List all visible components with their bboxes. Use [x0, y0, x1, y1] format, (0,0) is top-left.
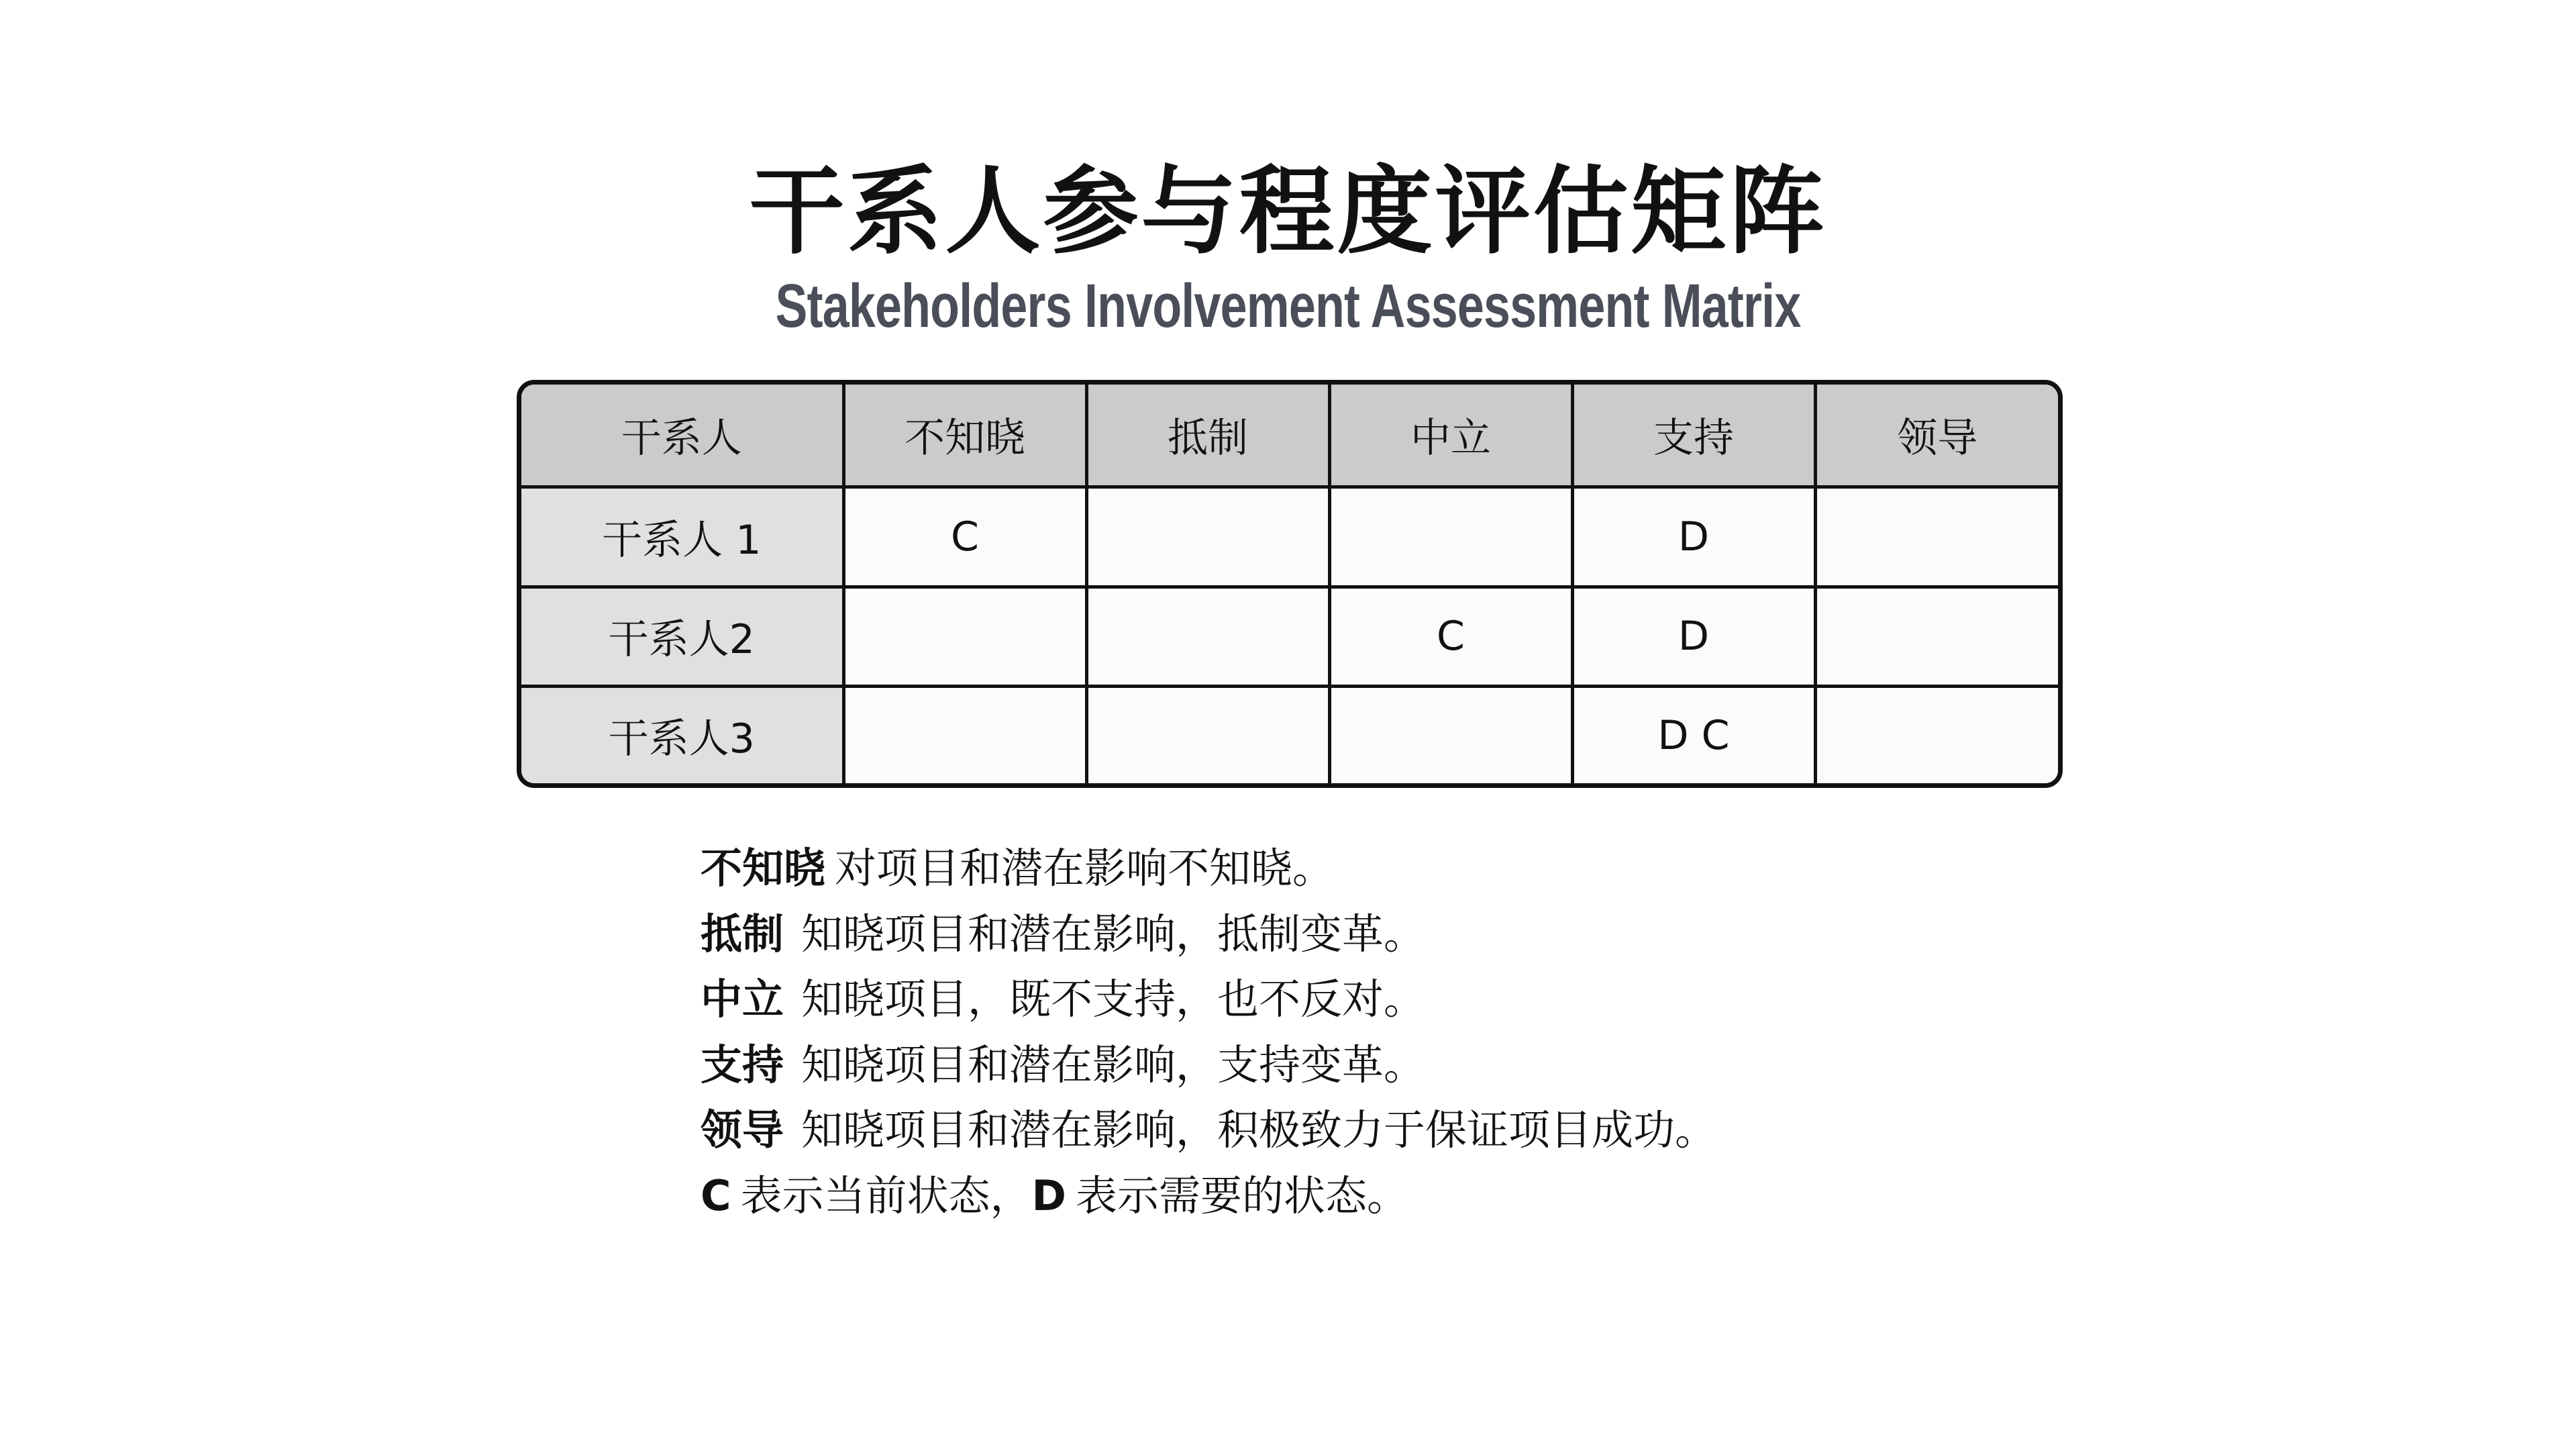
- assessment-matrix: [517, 380, 2063, 788]
- note-c-desc: 表示当前状态，: [740, 1170, 1032, 1220]
- legend-desc: 知晓项目和潜在影响，积极致力于保证项目成功。: [801, 1105, 1717, 1154]
- table-cell: D: [1572, 587, 1815, 687]
- legend-note: [701, 1163, 1716, 1229]
- header-unaware: 不知晓: [843, 385, 1086, 487]
- header-row: [521, 385, 2058, 487]
- table-cell: [1086, 587, 1329, 687]
- table-row: [521, 587, 2058, 687]
- table-cell: [843, 687, 1086, 783]
- table-cell: [1086, 487, 1329, 587]
- table-cell: [1815, 587, 2058, 687]
- legend-desc: 对项目和潜在影响不知晓。: [835, 844, 1335, 893]
- header-resistant: 抵制: [1086, 385, 1329, 487]
- legend: [701, 836, 1716, 1228]
- table-row: [521, 687, 2058, 783]
- header-stakeholder: 干系人: [521, 385, 843, 487]
- legend-term: 抵制: [701, 909, 784, 958]
- legend-item: [701, 1097, 1716, 1163]
- table-cell: D: [1572, 487, 1815, 587]
- table-cell: [1329, 487, 1572, 587]
- table-cell: D C: [1572, 687, 1815, 783]
- page-title: 干系人参与程度评估矩阵: [749, 156, 1827, 267]
- legend-item: [701, 1032, 1716, 1098]
- note-d-desc: 表示需要的状态。: [1076, 1170, 1409, 1220]
- header-leading: 领导: [1815, 385, 2058, 487]
- header-supportive: 支持: [1572, 385, 1815, 487]
- row-label: 干系人2: [521, 587, 843, 687]
- legend-desc: 知晓项目和潜在影响，支持变革。: [801, 1040, 1426, 1089]
- table-cell: C: [843, 487, 1086, 587]
- table-cell: C: [1329, 587, 1572, 687]
- table-cell: [1086, 687, 1329, 783]
- note-c: C: [701, 1170, 731, 1220]
- row-label: 干系人3: [521, 687, 843, 783]
- legend-term: 中立: [701, 975, 784, 1023]
- legend-item: [701, 966, 1716, 1032]
- table-cell: [843, 587, 1086, 687]
- row-label: 干系人 1: [521, 487, 843, 587]
- header-neutral: 中立: [1329, 385, 1572, 487]
- legend-term: 领导: [701, 1105, 784, 1154]
- legend-item: [701, 901, 1716, 967]
- legend-term: 不知晓: [701, 844, 826, 893]
- table-cell: [1815, 687, 2058, 783]
- legend-item: [701, 836, 1716, 901]
- legend-desc: 知晓项目，既不支持，也不反对。: [801, 975, 1426, 1023]
- page-subtitle: Stakeholders Involvement Assessment Matrix: [775, 272, 1801, 340]
- table-row: [521, 487, 2058, 587]
- table-cell: [1815, 487, 2058, 587]
- note-d: D: [1031, 1170, 1066, 1220]
- legend-desc: 知晓项目和潜在影响，抵制变革。: [801, 909, 1426, 958]
- legend-term: 支持: [701, 1040, 784, 1089]
- table-cell: [1329, 687, 1572, 783]
